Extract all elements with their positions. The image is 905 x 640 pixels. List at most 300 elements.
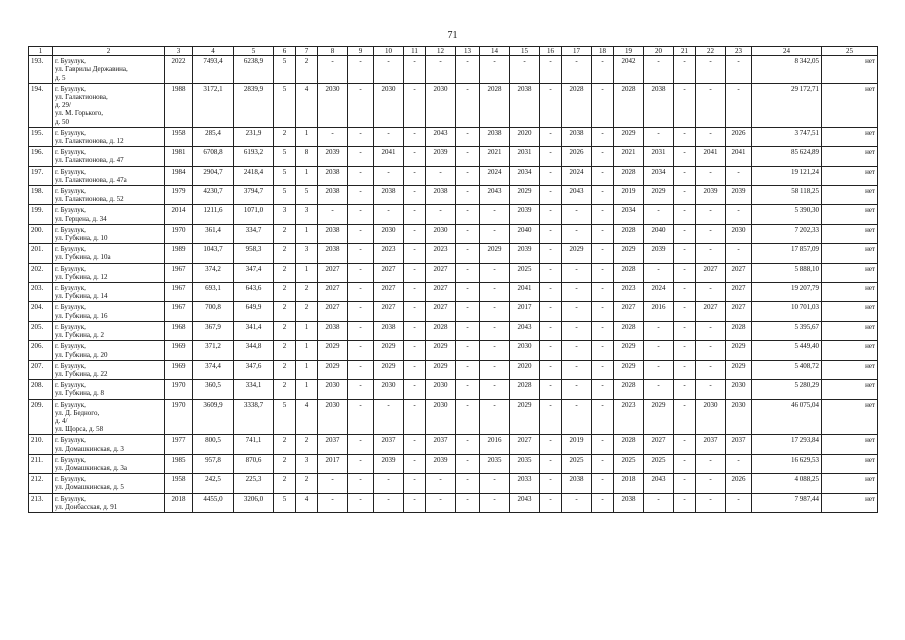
cell-col-16: -: [540, 474, 562, 493]
cell-col-15: 2017: [510, 302, 540, 321]
cell-col-3: 1968: [165, 321, 193, 340]
cell-col-3: 2022: [165, 56, 193, 84]
cell-col-23: 2041: [726, 147, 752, 166]
cell-col-25: нет: [822, 56, 878, 84]
cell-col-13: -: [456, 474, 480, 493]
cell-col-21: -: [674, 56, 696, 84]
cell-col-5: 643,6: [234, 283, 274, 302]
column-number-20: 20: [644, 47, 674, 56]
cell-col-10: -: [374, 127, 404, 146]
cell-col-17: -: [562, 263, 592, 282]
cell-col-7: 5: [296, 186, 318, 205]
address-line: д. 4/: [55, 416, 68, 425]
cell-col-19: 2029: [614, 244, 644, 263]
cell-col-9: -: [348, 56, 374, 84]
cell-col-23: 2027: [726, 263, 752, 282]
cell-col-5: 344,8: [234, 341, 274, 360]
cell-col-11: -: [404, 205, 426, 224]
cell-col-21: -: [674, 360, 696, 379]
cell-col-4: 6708,8: [193, 147, 234, 166]
cell-col-18: -: [592, 127, 614, 146]
cell-col-14: -: [480, 341, 510, 360]
cell-col-20: 2039: [644, 244, 674, 263]
cell-col-14: 2035: [480, 454, 510, 473]
cell-col-8: 2038: [318, 244, 348, 263]
cell-col-13: -: [456, 380, 480, 399]
address-cell: [53, 321, 165, 340]
cell-col-7: 1: [296, 166, 318, 185]
cell-col-12: -: [426, 56, 456, 84]
cell-col-10: 2030: [374, 224, 404, 243]
cell-col-19: 2021: [614, 147, 644, 166]
row-number: 197.: [29, 166, 53, 185]
cell-col-14: -: [480, 399, 510, 435]
cell-col-3: 1981: [165, 147, 193, 166]
address-cell: [53, 435, 165, 454]
cell-col-25: нет: [822, 360, 878, 379]
cell-col-15: 2040: [510, 224, 540, 243]
cell-col-19: 2025: [614, 454, 644, 473]
cell-col-18: -: [592, 283, 614, 302]
cell-col-15: 2029: [510, 186, 540, 205]
cell-col-24: 5 449,40: [752, 341, 822, 360]
cell-col-14: -: [480, 380, 510, 399]
cell-col-6: 2: [274, 224, 296, 243]
cell-col-7: 3: [296, 454, 318, 473]
cell-col-19: 2023: [614, 283, 644, 302]
address-line: ул. Домашкинская, д. 3а: [55, 463, 127, 472]
address-line: ул. Губкина, д. 12: [55, 272, 108, 281]
cell-col-8: 2038: [318, 224, 348, 243]
cell-col-21: -: [674, 147, 696, 166]
cell-col-22: -: [696, 474, 726, 493]
address-line: г. Бузулук,: [55, 167, 86, 176]
cell-col-14: 2029: [480, 244, 510, 263]
cell-col-4: 1211,6: [193, 205, 234, 224]
cell-col-20: 2016: [644, 302, 674, 321]
cell-col-8: -: [318, 205, 348, 224]
cell-col-8: 2029: [318, 360, 348, 379]
cell-col-14: -: [480, 205, 510, 224]
cell-col-13: -: [456, 399, 480, 435]
cell-col-6: 2: [274, 321, 296, 340]
table-row: [29, 399, 878, 435]
cell-col-17: -: [562, 302, 592, 321]
column-number-7: 7: [296, 47, 318, 56]
column-number-10: 10: [374, 47, 404, 56]
address-line: ул. Галактионова, д. 47: [55, 156, 124, 165]
cell-col-5: 741,1: [234, 435, 274, 454]
cell-col-17: -: [562, 224, 592, 243]
cell-col-19: 2028: [614, 166, 644, 185]
cell-col-24: 7 202,33: [752, 224, 822, 243]
cell-col-16: -: [540, 380, 562, 399]
cell-col-11: -: [404, 474, 426, 493]
cell-col-9: -: [348, 380, 374, 399]
cell-col-25: нет: [822, 205, 878, 224]
cell-col-16: -: [540, 83, 562, 127]
column-number-2: 2: [53, 47, 165, 56]
cell-col-19: 2023: [614, 399, 644, 435]
address-line: д. 5: [55, 73, 66, 82]
cell-col-7: 1: [296, 321, 318, 340]
cell-col-8: 2027: [318, 263, 348, 282]
cell-col-3: 1967: [165, 283, 193, 302]
cell-col-10: 2038: [374, 186, 404, 205]
cell-col-22: 2027: [696, 302, 726, 321]
cell-col-15: 2035: [510, 454, 540, 473]
column-number-16: 16: [540, 47, 562, 56]
cell-col-5: 6238,9: [234, 56, 274, 84]
address-line: г. Бузулук,: [55, 206, 86, 215]
cell-col-22: -: [696, 341, 726, 360]
cell-col-17: -: [562, 321, 592, 340]
cell-col-6: 2: [274, 263, 296, 282]
cell-col-6: 2: [274, 474, 296, 493]
address-cell: [53, 224, 165, 243]
page-number: 71: [447, 30, 458, 41]
row-number: 213.: [29, 493, 53, 512]
address-line: д. 29/: [55, 101, 72, 110]
cell-col-17: 2025: [562, 454, 592, 473]
address-cell: [53, 263, 165, 282]
table-row: [29, 263, 878, 282]
cell-col-5: 347,4: [234, 263, 274, 282]
cell-col-7: 1: [296, 224, 318, 243]
table-row: [29, 283, 878, 302]
cell-col-12: 2028: [426, 321, 456, 340]
cell-col-8: -: [318, 56, 348, 84]
cell-col-3: 1967: [165, 302, 193, 321]
cell-col-9: -: [348, 341, 374, 360]
row-number: 209.: [29, 399, 53, 435]
cell-col-7: 1: [296, 380, 318, 399]
cell-col-7: 8: [296, 147, 318, 166]
cell-col-13: -: [456, 321, 480, 340]
cell-col-12: -: [426, 493, 456, 512]
address-line: ул. Д. Бедного,: [55, 408, 100, 417]
table-row: [29, 83, 878, 127]
cell-col-9: -: [348, 166, 374, 185]
cell-col-13: -: [456, 83, 480, 127]
cell-col-23: 2028: [726, 321, 752, 340]
table-row: [29, 244, 878, 263]
cell-col-19: 2029: [614, 360, 644, 379]
cell-col-13: -: [456, 205, 480, 224]
cell-col-18: -: [592, 302, 614, 321]
cell-col-18: -: [592, 435, 614, 454]
cell-col-15: 2031: [510, 147, 540, 166]
cell-col-19: 2042: [614, 56, 644, 84]
cell-col-4: 4230,7: [193, 186, 234, 205]
cell-col-16: -: [540, 244, 562, 263]
cell-col-6: 5: [274, 166, 296, 185]
cell-col-8: -: [318, 493, 348, 512]
cell-col-16: -: [540, 399, 562, 435]
cell-col-20: 2034: [644, 166, 674, 185]
cell-col-6: 2: [274, 380, 296, 399]
cell-col-23: 2037: [726, 435, 752, 454]
cell-col-15: 2033: [510, 474, 540, 493]
cell-col-23: 2026: [726, 474, 752, 493]
cell-col-4: 285,4: [193, 127, 234, 146]
cell-col-22: -: [696, 283, 726, 302]
cell-col-11: -: [404, 341, 426, 360]
cell-col-5: 225,3: [234, 474, 274, 493]
address-line: ул. Губкина, д. 16: [55, 311, 108, 320]
cell-col-10: -: [374, 205, 404, 224]
cell-col-14: -: [480, 224, 510, 243]
row-number: 199.: [29, 205, 53, 224]
cell-col-3: 1979: [165, 186, 193, 205]
row-number: 205.: [29, 321, 53, 340]
cell-col-20: -: [644, 341, 674, 360]
address-line: г. Бузулук,: [55, 284, 86, 293]
cell-col-6: 5: [274, 56, 296, 84]
cell-col-25: нет: [822, 321, 878, 340]
cell-col-23: 2030: [726, 399, 752, 435]
address-line: ул. Домашкинская, д. 3: [55, 444, 124, 453]
cell-col-4: 800,5: [193, 435, 234, 454]
cell-col-14: 2028: [480, 83, 510, 127]
cell-col-8: -: [318, 474, 348, 493]
cell-col-11: -: [404, 380, 426, 399]
cell-col-3: 1977: [165, 435, 193, 454]
column-number-1: 1: [29, 47, 53, 56]
address-line: г. Бузулук,: [55, 494, 86, 503]
cell-col-23: -: [726, 493, 752, 512]
cell-col-16: -: [540, 341, 562, 360]
cell-col-19: 2038: [614, 493, 644, 512]
cell-col-23: 2029: [726, 360, 752, 379]
cell-col-17: 2019: [562, 435, 592, 454]
column-number-12: 12: [426, 47, 456, 56]
cell-col-14: 2024: [480, 166, 510, 185]
cell-col-13: -: [456, 263, 480, 282]
cell-col-5: 3338,7: [234, 399, 274, 435]
cell-col-21: -: [674, 263, 696, 282]
cell-col-18: -: [592, 360, 614, 379]
cell-col-21: -: [674, 127, 696, 146]
cell-col-11: -: [404, 302, 426, 321]
address-line: г. Бузулук,: [55, 475, 86, 484]
cell-col-17: 2029: [562, 244, 592, 263]
cell-col-5: 347,6: [234, 360, 274, 379]
cell-col-21: -: [674, 186, 696, 205]
cell-col-18: -: [592, 493, 614, 512]
cell-col-18: -: [592, 244, 614, 263]
column-number-5: 5: [234, 47, 274, 56]
cell-col-12: 2027: [426, 283, 456, 302]
column-number-24: 24: [752, 47, 822, 56]
cell-col-22: 2041: [696, 147, 726, 166]
cell-col-4: 3172,1: [193, 83, 234, 127]
cell-col-20: 2029: [644, 399, 674, 435]
cell-col-24: 5 408,72: [752, 360, 822, 379]
table-row: [29, 127, 878, 146]
cell-col-4: 957,8: [193, 454, 234, 473]
cell-col-9: -: [348, 360, 374, 379]
cell-col-22: 2030: [696, 399, 726, 435]
cell-col-24: 3 747,51: [752, 127, 822, 146]
cell-col-15: 2025: [510, 263, 540, 282]
address-line: ул. Губкина, д. 10: [55, 234, 108, 243]
cell-col-18: -: [592, 186, 614, 205]
cell-col-8: 2017: [318, 454, 348, 473]
address-line: г. Бузулук,: [55, 245, 86, 254]
cell-col-15: 2041: [510, 283, 540, 302]
cell-col-11: -: [404, 224, 426, 243]
address-line: г. Бузулук,: [55, 128, 86, 137]
cell-col-7: 2: [296, 302, 318, 321]
cell-col-5: 6193,2: [234, 147, 274, 166]
cell-col-10: 2041: [374, 147, 404, 166]
cell-col-23: 2027: [726, 283, 752, 302]
cell-col-15: 2029: [510, 399, 540, 435]
cell-col-11: -: [404, 244, 426, 263]
table-row: [29, 341, 878, 360]
address-cell: [53, 244, 165, 263]
cell-col-21: -: [674, 283, 696, 302]
cell-col-18: -: [592, 341, 614, 360]
column-number-3: 3: [165, 47, 193, 56]
cell-col-17: -: [562, 283, 592, 302]
cell-col-12: 2027: [426, 263, 456, 282]
address-cell: [53, 56, 165, 84]
cell-col-19: 2027: [614, 302, 644, 321]
cell-col-13: -: [456, 186, 480, 205]
column-number-15: 15: [510, 47, 540, 56]
row-number: 212.: [29, 474, 53, 493]
cell-col-23: 2026: [726, 127, 752, 146]
cell-col-5: 958,3: [234, 244, 274, 263]
cell-col-16: -: [540, 147, 562, 166]
cell-col-14: -: [480, 493, 510, 512]
cell-col-5: 334,1: [234, 380, 274, 399]
column-number-9: 9: [348, 47, 374, 56]
cell-col-24: 58 118,25: [752, 186, 822, 205]
cell-col-13: -: [456, 283, 480, 302]
cell-col-22: 2027: [696, 263, 726, 282]
row-number: 196.: [29, 147, 53, 166]
cell-col-18: -: [592, 56, 614, 84]
column-number-11: 11: [404, 47, 426, 56]
cell-col-12: 2030: [426, 224, 456, 243]
cell-col-23: 2029: [726, 341, 752, 360]
cell-col-6: 5: [274, 186, 296, 205]
address-line: г. Бузулук,: [55, 455, 86, 464]
cell-col-21: -: [674, 244, 696, 263]
table-row: [29, 186, 878, 205]
cell-col-20: 2043: [644, 474, 674, 493]
cell-col-4: 374,2: [193, 263, 234, 282]
cell-col-17: -: [562, 380, 592, 399]
cell-col-15: 2043: [510, 493, 540, 512]
cell-col-24: 19 207,79: [752, 283, 822, 302]
cell-col-19: 2028: [614, 224, 644, 243]
cell-col-25: нет: [822, 127, 878, 146]
cell-col-10: -: [374, 56, 404, 84]
cell-col-22: -: [696, 205, 726, 224]
cell-col-5: 231,9: [234, 127, 274, 146]
address-line: ул. Щорса, д. 58: [55, 425, 104, 434]
cell-col-3: 1958: [165, 474, 193, 493]
cell-col-3: 2018: [165, 493, 193, 512]
cell-col-15: 2020: [510, 127, 540, 146]
cell-col-7: 2: [296, 56, 318, 84]
address-line: г. Бузулук,: [55, 84, 86, 93]
cell-col-24: 85 624,89: [752, 147, 822, 166]
cell-col-16: -: [540, 302, 562, 321]
cell-col-7: 1: [296, 360, 318, 379]
cell-col-7: 2: [296, 283, 318, 302]
address-line: г. Бузулук,: [55, 342, 86, 351]
cell-col-6: 2: [274, 341, 296, 360]
table-row: [29, 435, 878, 454]
cell-col-10: 2029: [374, 341, 404, 360]
cell-col-16: -: [540, 283, 562, 302]
row-number: 201.: [29, 244, 53, 263]
address-line: г. Бузулук,: [55, 187, 86, 196]
address-line: г. Бузулук,: [55, 361, 86, 370]
cell-col-8: 2029: [318, 341, 348, 360]
cell-col-20: 2031: [644, 147, 674, 166]
cell-col-12: 2030: [426, 399, 456, 435]
cell-col-17: 2026: [562, 147, 592, 166]
cell-col-12: 2027: [426, 302, 456, 321]
cell-col-20: -: [644, 380, 674, 399]
cell-col-6: 2: [274, 454, 296, 473]
cell-col-5: 649,9: [234, 302, 274, 321]
cell-col-10: 2037: [374, 435, 404, 454]
address-cell: [53, 205, 165, 224]
address-line: д. 50: [55, 117, 70, 126]
table-row: [29, 360, 878, 379]
cell-col-3: 1985: [165, 454, 193, 473]
address-line: ул. Губкина, д. 10а: [55, 253, 111, 262]
cell-col-22: -: [696, 224, 726, 243]
cell-col-23: 2030: [726, 224, 752, 243]
cell-col-11: -: [404, 435, 426, 454]
cell-col-18: -: [592, 224, 614, 243]
cell-col-25: нет: [822, 380, 878, 399]
cell-col-24: 17 293,84: [752, 435, 822, 454]
cell-col-20: -: [644, 56, 674, 84]
cell-col-3: 2014: [165, 205, 193, 224]
cell-col-21: -: [674, 302, 696, 321]
address-line: г. Бузулук,: [55, 303, 86, 312]
cell-col-14: -: [480, 263, 510, 282]
cell-col-12: -: [426, 166, 456, 185]
cell-col-23: -: [726, 454, 752, 473]
cell-col-5: 334,7: [234, 224, 274, 243]
cell-col-17: 2043: [562, 186, 592, 205]
cell-col-4: 367,9: [193, 321, 234, 340]
cell-col-4: 2904,7: [193, 166, 234, 185]
row-number: 202.: [29, 263, 53, 282]
column-number-19: 19: [614, 47, 644, 56]
column-number-14: 14: [480, 47, 510, 56]
cell-col-14: 2016: [480, 435, 510, 454]
cell-col-4: 360,5: [193, 380, 234, 399]
address-cell: [53, 186, 165, 205]
cell-col-22: -: [696, 166, 726, 185]
cell-col-10: -: [374, 493, 404, 512]
cell-col-9: -: [348, 302, 374, 321]
cell-col-14: -: [480, 283, 510, 302]
table-row: [29, 224, 878, 243]
cell-col-10: -: [374, 399, 404, 435]
